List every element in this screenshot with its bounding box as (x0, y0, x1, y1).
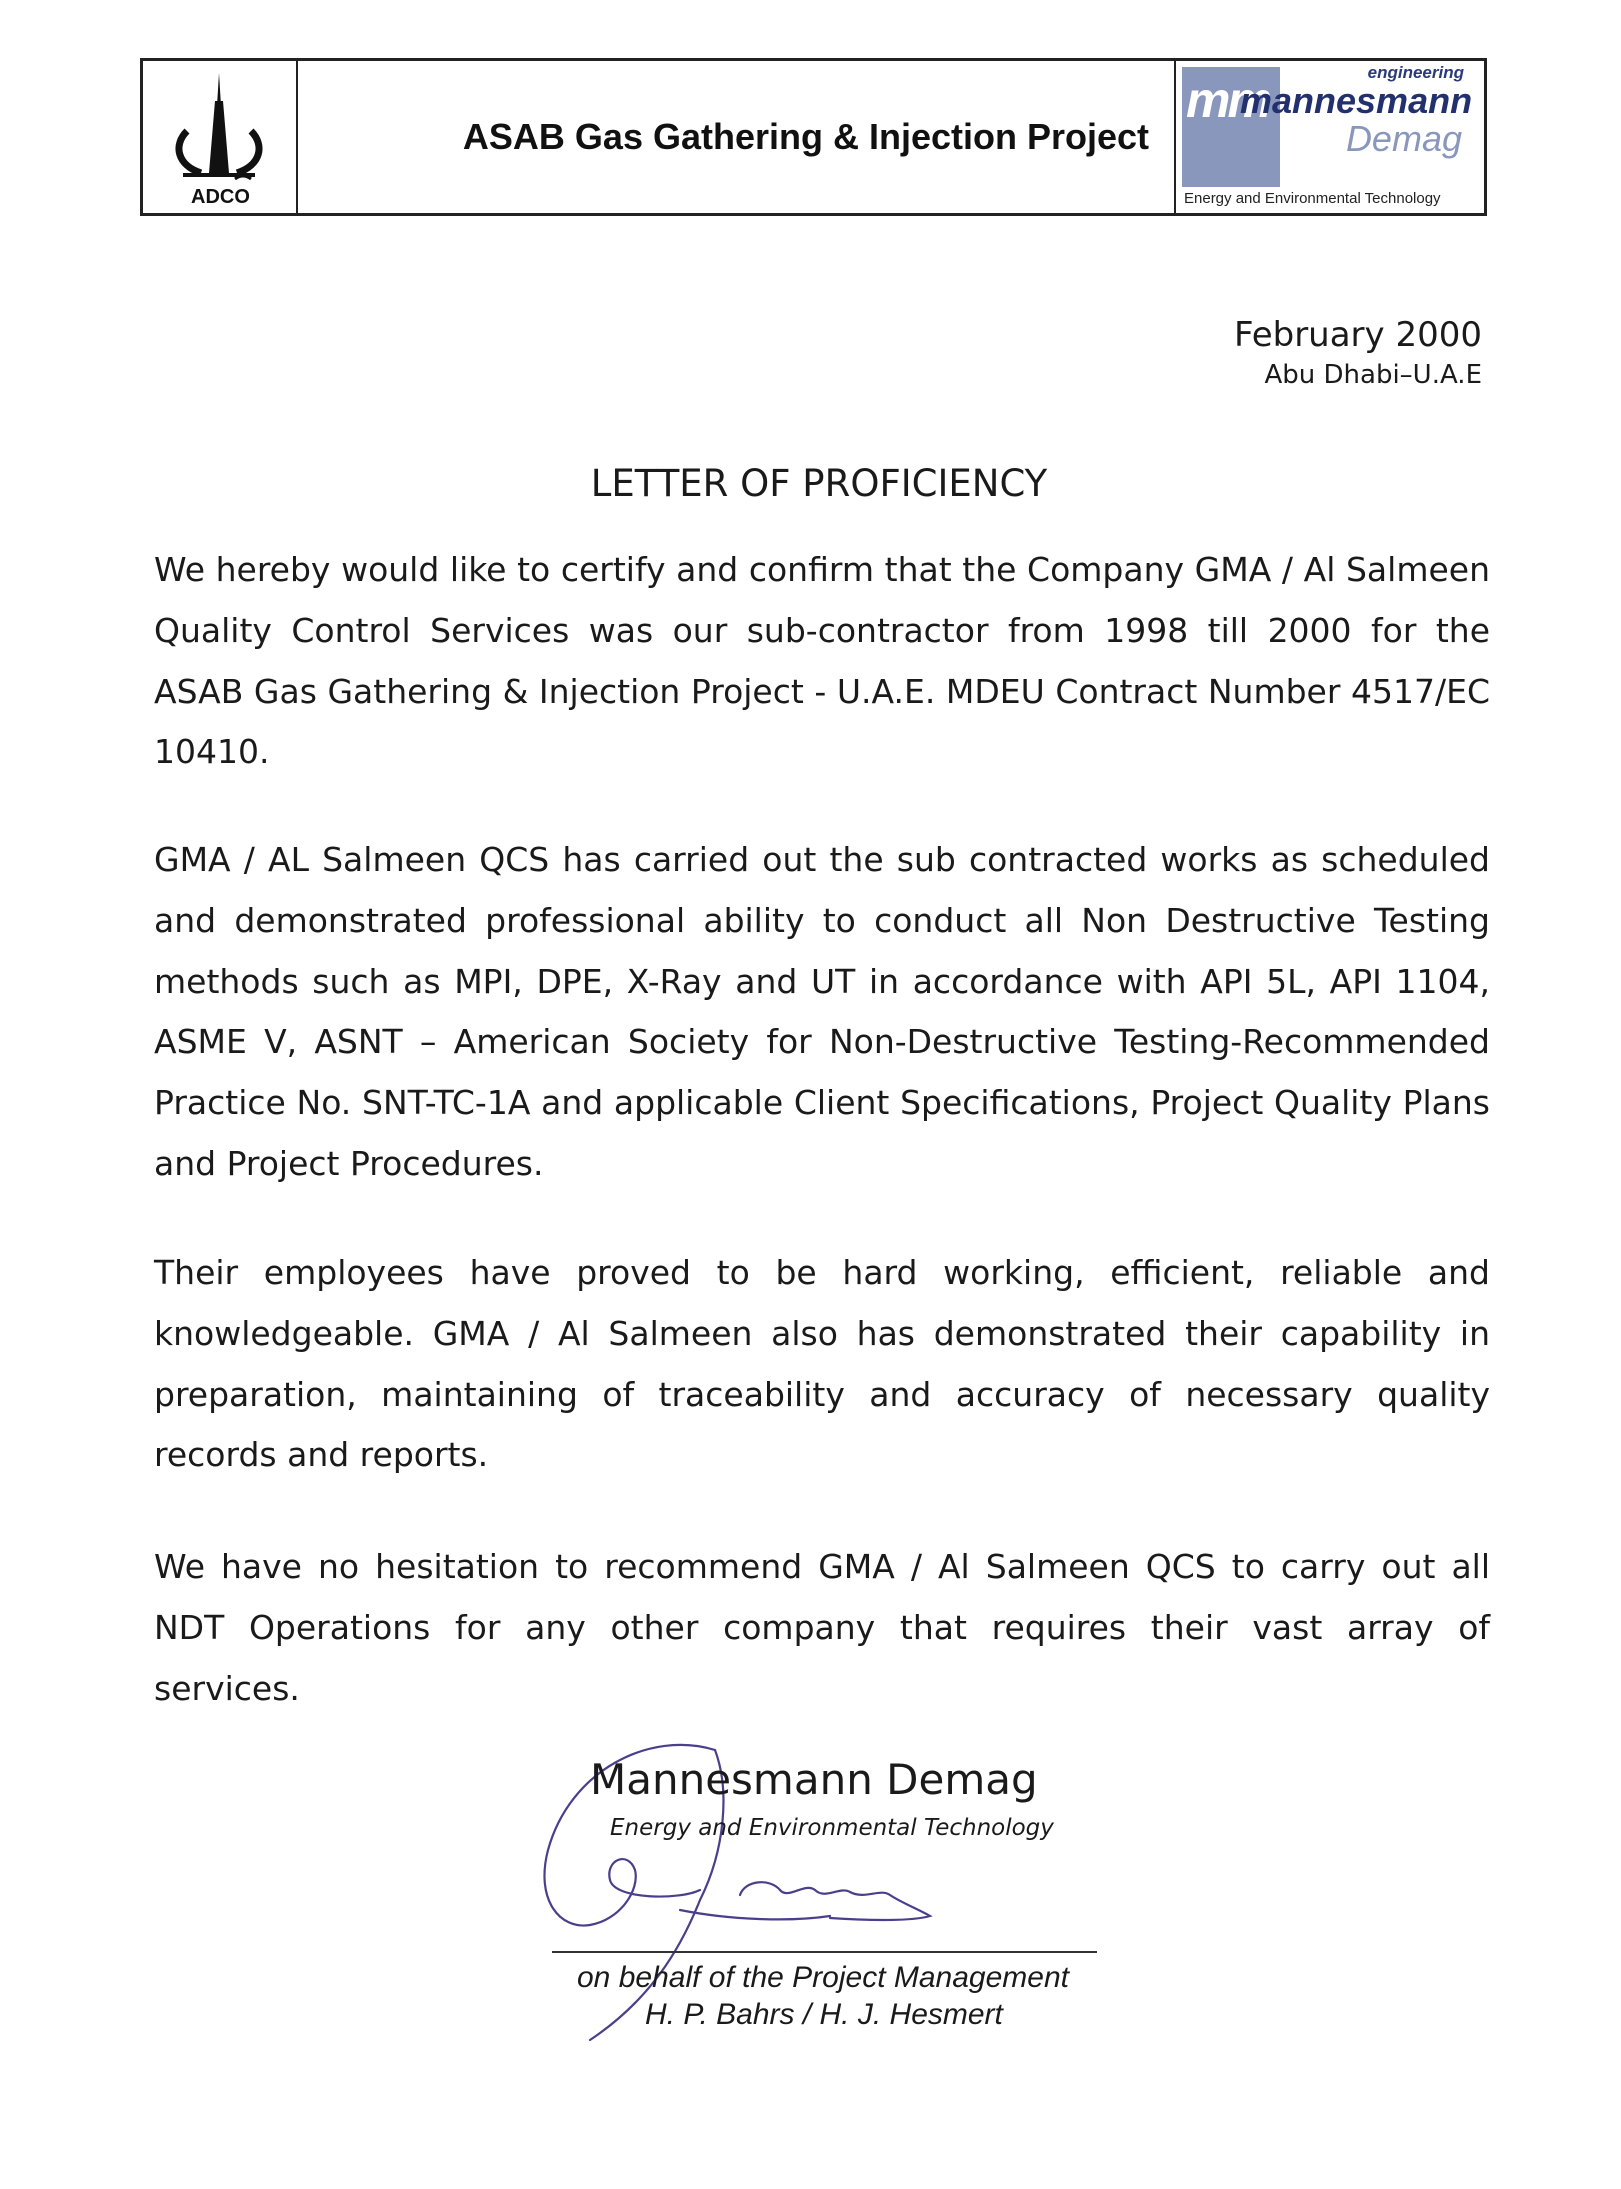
project-title: ASAB Gas Gathering & Injection Project (462, 116, 1150, 157)
adco-logo-text: ADCO (191, 186, 250, 208)
letter-title: LETTER OF PROFICIENCY (590, 462, 1048, 505)
brand-sub: Demag (1345, 118, 1462, 159)
letter-place: Abu Dhabi–U.A.E (1264, 360, 1482, 390)
signature-on-behalf: on behalf of the Project Management (577, 1961, 1069, 1994)
signatory-names: H. P. Bahrs / H. J. Hesmert (645, 1998, 1003, 2031)
mannesmann-logo (1174, 61, 1484, 213)
signature-division: Energy and Environmental Technology (610, 1815, 1054, 1841)
adco-logo-icon (143, 61, 295, 213)
body-paragraph-3: Their employees have proved to be hard working, efficient, reliable and knowledgeable. GMA / Al Salmeen also has demonstrated their capability in preparation, maintaining of traceability and accuracy of necessary quality records and reports. (154, 1253, 1490, 1475)
brand-mm-mark: mm (1186, 72, 1269, 128)
signature-line (552, 1951, 1097, 1953)
brand-engineering: engineering (1367, 63, 1464, 82)
letter-date: February 2000 (1234, 315, 1482, 355)
letterhead (140, 58, 1487, 216)
body-paragraph-2: GMA / AL Salmeen QCS has carried out the sub contracted works as scheduled and demonstrated professional ability to conduct all Non Destructive Testing methods such as MPI, DPE, X-Ray and UT in accordance with API 5L, API 1104, ASME V, ASNT – American Society for Non-Destructive Testing-Recommended Practice No. SNT-TC-1A and applicable Client Specifications, Project Quality Plans and Project Procedures. (154, 840, 1490, 1183)
adco-logo-cell (143, 61, 298, 213)
brand-name: mannesmann (1240, 80, 1473, 121)
signature-company: Mannesmann Demag (590, 1755, 1038, 1804)
date-block (1234, 312, 1482, 392)
body-paragraph-1: We hereby would like to certify and confirm that the Company GMA / Al Salmeen Quality Control Services was our sub-contractor from 1998 till 2000 for the ASAB Gas Gathering & Injection Project - U.A.E. MDEU Contract Number 4517/EC 10410. (154, 550, 1490, 772)
brand-tagline: Energy and Environmental Technology (1184, 190, 1441, 207)
body-paragraph-4: We have no hesitation to recommend GMA / Al Salmeen QCS to carry out all NDT Operations for any other company that requires their vast array of services. (154, 1547, 1490, 1708)
